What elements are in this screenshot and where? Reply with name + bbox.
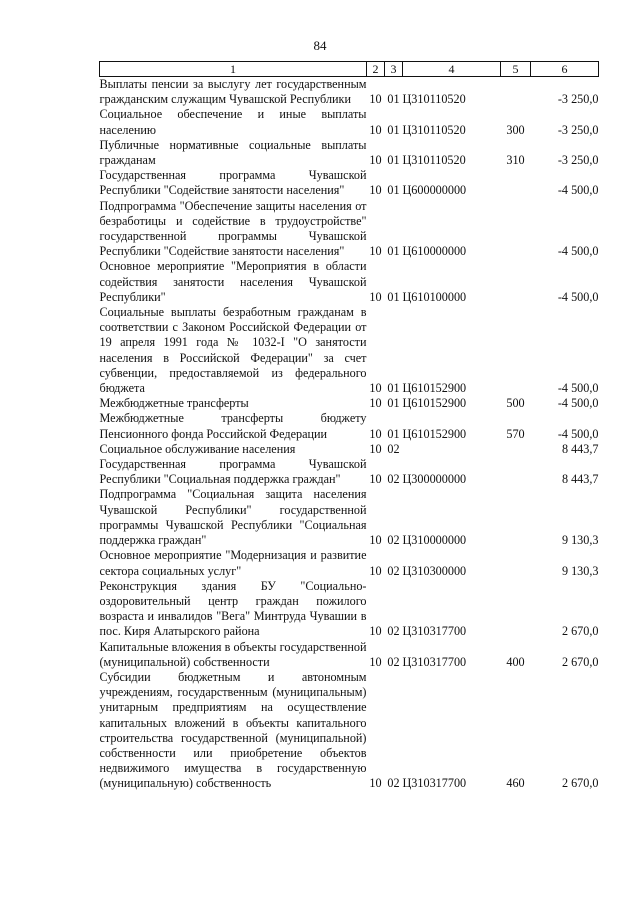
row-target-article: Ц610100000 [402,289,467,304]
row-expense-type [501,305,531,396]
row-section: 10 [369,92,382,107]
table-row [100,168,599,198]
row-name: Подпрограмма "Социальная защита населения Чувашской Республики" государственной программы Чувашской Республики "Социальная поддержка граждан" [99,487,367,548]
row-amount: -4 500,0 [557,381,599,396]
row-expense-type [501,259,531,305]
row-subsection: 02 [387,624,400,639]
column-number-row [100,62,599,77]
row-section: 10 [369,396,382,411]
row-section: 10 [369,776,382,791]
row-section: 10 [369,381,382,396]
table-row [100,670,599,792]
row-expense-type [501,442,531,457]
table-row [100,138,599,168]
row-subsection: 01 [387,153,400,168]
table-row [100,579,599,640]
row-target-article: Ц610152900 [402,396,467,411]
row-subsection: 01 [387,244,400,259]
budget-table [99,61,599,792]
row-name: Социальные выплаты безработным гражданам в соответствии с Законом Российской Федерации от 19 апреля 1991 года № 1032-I "О занятости населения в Российской Федерации" за счет субвенции, предоставляемой из федерального бюджета [99,305,367,396]
row-expense-type: 300 [506,122,525,137]
row-subsection: 02 [387,776,400,791]
row-name: Государственная программа Чувашской Республики "Содействие занятости населения" [99,168,367,198]
row-section: 10 [369,563,382,578]
row-amount: -4 500,0 [557,426,599,441]
row-amount: 2 670,0 [561,624,599,639]
row-name: Субсидии бюджетным и автономным учреждениям, государственным (муниципальным) унитарным предприятиям на осуществление капитальных вложений в объекты капитального строительства государственной (муниципальной) собственности или приобретение объектов недвижимого имущества в государственную (муниципальную) собственность [99,669,367,791]
row-amount: -3 250,0 [557,153,599,168]
row-subsection: 02 [387,472,400,487]
row-subsection: 02 [387,533,400,548]
row-subsection: 01 [387,381,400,396]
table-row [100,107,599,137]
row-name: Межбюджетные трансферты бюджету Пенсионного фонда Российской Федерации [99,411,367,441]
row-name: Основное мероприятие "Модернизация и развитие сектора социальных услуг" [99,548,367,578]
row-target-article: Ц310110520 [402,122,466,137]
row-expense-type: 570 [506,426,525,441]
row-expense-type [501,77,531,108]
row-expense-type: 500 [506,396,525,411]
row-target-article: Ц310317700 [402,776,467,791]
row-subsection: 02 [387,441,400,456]
row-name: Государственная программа Чувашской Республики "Социальная поддержка граждан" [99,457,367,487]
row-target-article: Ц610152900 [402,426,467,441]
row-expense-type [501,199,531,260]
col-header-2: 2 [367,62,385,77]
row-section: 10 [369,122,382,137]
row-amount: -4 500,0 [557,244,599,259]
table-row [100,259,599,305]
row-section: 10 [369,472,382,487]
col-header-3: 3 [385,62,403,77]
row-target-article [403,442,501,457]
row-section: 10 [369,153,382,168]
row-target-article: Ц310317700 [402,654,467,669]
row-subsection: 01 [387,122,400,137]
row-name: Подпрограмма "Обеспечение защиты населения от безработицы и содействие в трудоустройстве" государственной программы Чувашской Республики "Содействие занятости населения" [99,198,367,259]
row-section: 10 [369,289,382,304]
table-row [100,548,599,578]
table-row [100,199,599,260]
col-header-1: 1 [100,62,367,77]
row-subsection: 01 [387,92,400,107]
table-row [100,396,599,411]
table-row [100,442,599,457]
col-header-6: 6 [531,62,599,77]
row-amount: -3 250,0 [557,92,599,107]
row-section: 10 [369,533,382,548]
row-subsection: 02 [387,654,400,669]
row-target-article: Ц300000000 [402,472,467,487]
row-subsection: 01 [387,289,400,304]
row-target-article: Ц310000000 [402,533,467,548]
table-row [100,457,599,487]
row-expense-type: 310 [506,153,525,168]
row-amount: 2 670,0 [561,776,599,791]
row-amount: 2 670,0 [561,654,599,669]
row-section: 10 [369,244,382,259]
row-amount: -4 500,0 [557,289,599,304]
row-name: Основное мероприятие "Мероприятия в области содействия занятости населения Чувашской Республики" [99,259,367,304]
row-amount: 9 130,3 [561,563,599,578]
row-amount: -3 250,0 [557,122,599,137]
row-amount: -4 500,0 [557,396,599,411]
row-subsection: 01 [387,396,400,411]
row-name: Реконструкция здания БУ "Социально-оздоровительный центр граждан пожилого возраста и инвалидов "Вега" Минтруда Чувашии в пос. Киря Алатырского района [99,578,367,639]
row-expense-type: 460 [506,776,525,791]
table-row [100,305,599,396]
row-section: 10 [369,441,382,456]
row-amount: -4 500,0 [557,183,599,198]
row-target-article: Ц310110520 [402,153,466,168]
row-target-article: Ц610000000 [402,244,467,259]
row-target-article: Ц310110520 [402,92,466,107]
row-name: Выплаты пенсии за выслугу лет государственным гражданским служащим Чувашской Республики [99,77,367,107]
row-name: Публичные нормативные социальные выплаты гражданам [99,137,367,168]
col-header-5: 5 [501,62,531,77]
row-name: Социальное обслуживание населения [99,441,296,456]
col-header-4: 4 [403,62,501,77]
row-name: Социальное обеспечение и иные выплаты населению [99,107,367,137]
table-row [100,487,599,548]
row-name: Капитальные вложения в объекты государственной (муниципальной) собственности [99,639,367,669]
row-section: 10 [369,183,382,198]
row-section: 10 [369,426,382,441]
row-subsection: 02 [387,563,400,578]
row-section: 10 [369,624,382,639]
table-body [100,77,599,792]
row-amount: 8 443,7 [561,472,599,487]
table-row [100,640,599,670]
table-row [100,411,599,441]
row-section: 10 [369,654,382,669]
page-number: 84 [313,38,327,53]
row-name: Межбюджетные трансферты [99,396,249,411]
row-expense-type [501,548,531,578]
row-amount: 8 443,7 [561,441,599,456]
row-expense-type: 400 [506,654,525,669]
row-subsection: 01 [387,426,400,441]
row-subsection: 01 [387,183,400,198]
row-expense-type [501,168,531,198]
row-expense-type [501,457,531,487]
row-expense-type [501,487,531,548]
row-target-article: Ц610152900 [402,381,467,396]
row-amount: 9 130,3 [561,533,599,548]
table-row [100,77,599,108]
row-target-article: Ц310300000 [402,563,467,578]
row-expense-type [501,579,531,640]
row-target-article: Ц310317700 [402,624,467,639]
row-target-article: Ц600000000 [402,183,467,198]
